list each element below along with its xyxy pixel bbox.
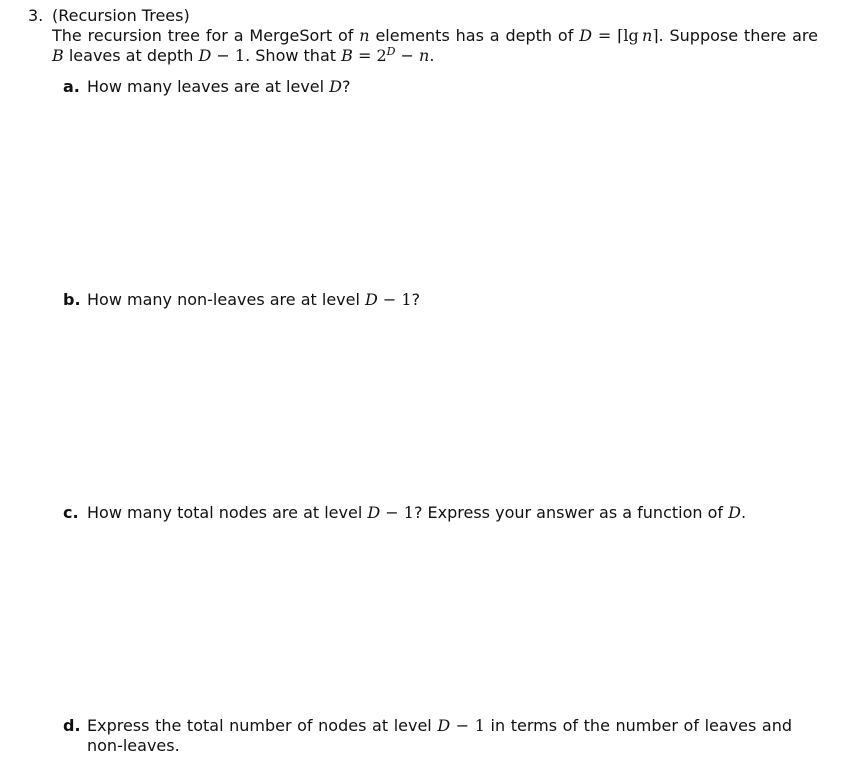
var-D: D — [365, 290, 378, 309]
var-n: n — [359, 26, 370, 45]
problem-number: 3. — [28, 6, 44, 25]
part-c-question — [87, 503, 746, 522]
equals-sign: = — [592, 26, 618, 45]
minus-sign: − — [395, 46, 420, 65]
intro-text-2: elements has a depth of — [369, 26, 580, 45]
part-a-question — [87, 77, 351, 96]
part-d-question — [87, 716, 792, 756]
part-a-text-2: ? — [342, 77, 351, 96]
part-c — [63, 503, 795, 523]
minus-one: − 1 — [211, 46, 246, 65]
part-d-text-1: Express the total number of nodes at level — [87, 716, 438, 735]
ceil-open: ⌈ — [617, 26, 624, 45]
part-b — [63, 290, 795, 310]
var-D: D — [329, 77, 342, 96]
intro-text-3: . Suppose there are — [658, 26, 818, 45]
part-a-label: a. — [63, 77, 80, 96]
equals-two: = 2 — [352, 46, 387, 65]
intro-text-4: leaves at depth — [63, 46, 199, 65]
part-b-text-1: How many non-leaves are at level — [87, 290, 366, 309]
problem-header — [28, 6, 828, 26]
var-D: D — [728, 503, 741, 522]
minus-one: − 1 — [377, 290, 412, 309]
minus-one: − 1 — [380, 503, 414, 522]
part-c-text-1: How many total nodes are at level — [87, 503, 368, 522]
part-b-text-2: ? — [411, 290, 421, 309]
var-n: n — [641, 26, 653, 45]
problem-intro — [52, 26, 818, 66]
var-B: B — [52, 46, 64, 65]
intro-text-5: . Show that — [245, 46, 342, 65]
intro-text-6: . — [429, 46, 435, 65]
problem-3 — [28, 6, 828, 66]
problem-title: (Recursion Trees) — [52, 6, 190, 25]
intro-text-1: The recursion tree for a MergeSort of — [52, 26, 360, 45]
lg-function: lg — [623, 26, 639, 45]
var-D: D — [367, 503, 381, 522]
var-D: D — [198, 46, 212, 65]
part-a-text-1: How many leaves are at level — [87, 77, 330, 96]
part-c-text-3: . — [740, 503, 747, 522]
part-d-label: d. — [63, 716, 81, 735]
ceil-close: ⌉ — [652, 26, 659, 45]
part-c-label: c. — [63, 503, 79, 522]
part-b-label: b. — [63, 290, 81, 309]
part-b-question — [87, 290, 420, 309]
part-a — [63, 77, 795, 97]
var-B: B — [341, 46, 353, 65]
part-c-text-2: ? Express your answer as a function of — [413, 503, 729, 522]
var-n: n — [419, 46, 430, 65]
part-d-text-2: in terms of the number of leaves and non-leaves. — [87, 716, 792, 755]
part-d-wrap — [63, 716, 795, 756]
part-d — [63, 716, 795, 756]
superscript-D: D — [386, 45, 396, 58]
minus-one: − 1 — [450, 716, 485, 735]
var-D: D — [437, 716, 451, 735]
var-D: D — [579, 26, 593, 45]
